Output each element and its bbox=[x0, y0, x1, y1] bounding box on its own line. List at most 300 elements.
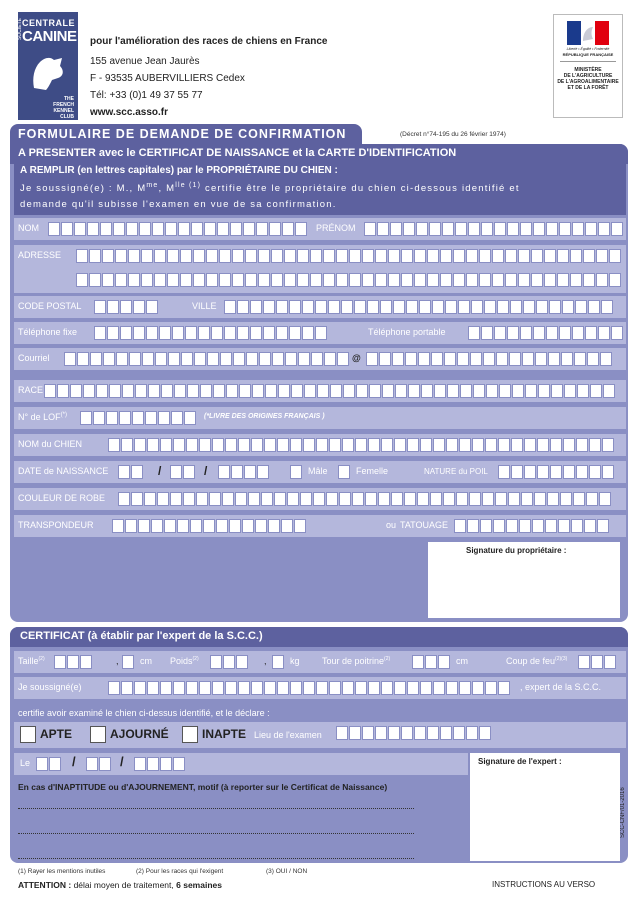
input-poil[interactable] bbox=[498, 465, 615, 479]
char-cell[interactable] bbox=[381, 681, 393, 695]
char-cell[interactable] bbox=[431, 352, 443, 366]
char-cell[interactable] bbox=[64, 352, 76, 366]
char-cell[interactable] bbox=[196, 492, 208, 506]
char-cell[interactable] bbox=[194, 352, 206, 366]
char-cell[interactable] bbox=[263, 300, 275, 314]
char-cell[interactable] bbox=[102, 249, 114, 263]
char-cell[interactable] bbox=[233, 352, 245, 366]
char-cell[interactable] bbox=[533, 222, 545, 236]
char-cell[interactable] bbox=[144, 492, 156, 506]
char-cell[interactable] bbox=[70, 384, 82, 398]
char-cell[interactable] bbox=[454, 519, 466, 533]
char-cell[interactable] bbox=[591, 655, 603, 669]
char-cell[interactable] bbox=[122, 655, 134, 669]
char-cell[interactable] bbox=[362, 249, 374, 263]
char-cell[interactable] bbox=[248, 492, 260, 506]
char-cell[interactable] bbox=[154, 273, 166, 287]
char-cell[interactable] bbox=[118, 465, 130, 479]
char-cell[interactable] bbox=[80, 411, 92, 425]
char-cell[interactable] bbox=[180, 249, 192, 263]
char-cell[interactable] bbox=[518, 249, 530, 263]
char-cell[interactable] bbox=[160, 681, 172, 695]
char-cell[interactable] bbox=[138, 519, 150, 533]
char-cell[interactable] bbox=[434, 384, 446, 398]
char-cell[interactable] bbox=[120, 326, 132, 340]
checkbox-inapte[interactable] bbox=[182, 726, 198, 743]
char-cell[interactable] bbox=[378, 492, 390, 506]
char-cell[interactable] bbox=[339, 492, 351, 506]
char-cell[interactable] bbox=[224, 300, 236, 314]
input-transpondeur[interactable] bbox=[112, 519, 307, 533]
char-cell[interactable] bbox=[394, 681, 406, 695]
char-cell[interactable] bbox=[263, 326, 275, 340]
char-cell[interactable] bbox=[252, 384, 264, 398]
char-cell[interactable] bbox=[602, 438, 614, 452]
char-cell[interactable] bbox=[211, 326, 223, 340]
char-cell[interactable] bbox=[310, 273, 322, 287]
char-cell[interactable] bbox=[128, 249, 140, 263]
input-courriel-domain[interactable] bbox=[366, 352, 613, 366]
char-cell[interactable] bbox=[268, 519, 280, 533]
char-cell[interactable] bbox=[365, 492, 377, 506]
char-cell[interactable] bbox=[570, 249, 582, 263]
char-cell[interactable] bbox=[291, 384, 303, 398]
input-poitrine[interactable] bbox=[412, 655, 451, 669]
char-cell[interactable] bbox=[315, 300, 327, 314]
char-cell[interactable] bbox=[609, 249, 621, 263]
input-taille-int[interactable] bbox=[54, 655, 93, 669]
input-tel-fixe[interactable] bbox=[94, 326, 328, 340]
char-cell[interactable] bbox=[538, 384, 550, 398]
char-cell[interactable] bbox=[313, 492, 325, 506]
char-cell[interactable] bbox=[559, 222, 571, 236]
char-cell[interactable] bbox=[204, 222, 216, 236]
char-cell[interactable] bbox=[116, 352, 128, 366]
char-cell[interactable] bbox=[392, 352, 404, 366]
char-cell[interactable] bbox=[173, 757, 185, 771]
char-cell[interactable] bbox=[102, 273, 114, 287]
char-cell[interactable] bbox=[388, 273, 400, 287]
char-cell[interactable] bbox=[87, 222, 99, 236]
char-cell[interactable] bbox=[74, 222, 86, 236]
input-tel-portable[interactable] bbox=[468, 326, 624, 340]
char-cell[interactable] bbox=[239, 384, 251, 398]
char-cell[interactable] bbox=[219, 273, 231, 287]
char-cell[interactable] bbox=[141, 249, 153, 263]
char-cell[interactable] bbox=[571, 519, 583, 533]
char-cell[interactable] bbox=[259, 352, 271, 366]
char-cell[interactable] bbox=[167, 249, 179, 263]
char-cell[interactable] bbox=[407, 681, 419, 695]
char-cell[interactable] bbox=[510, 300, 522, 314]
char-cell[interactable] bbox=[564, 384, 576, 398]
char-cell[interactable] bbox=[341, 300, 353, 314]
char-cell[interactable] bbox=[401, 273, 413, 287]
char-cell[interactable] bbox=[181, 352, 193, 366]
char-cell[interactable] bbox=[459, 681, 471, 695]
char-cell[interactable] bbox=[180, 273, 192, 287]
expert-signature-box[interactable] bbox=[470, 753, 620, 861]
input-prenom[interactable] bbox=[364, 222, 624, 236]
char-cell[interactable] bbox=[535, 352, 547, 366]
char-cell[interactable] bbox=[184, 411, 196, 425]
input-robe[interactable] bbox=[118, 492, 612, 506]
char-cell[interactable] bbox=[129, 352, 141, 366]
char-cell[interactable] bbox=[519, 519, 531, 533]
char-cell[interactable] bbox=[186, 681, 198, 695]
char-cell[interactable] bbox=[223, 655, 235, 669]
char-cell[interactable] bbox=[151, 519, 163, 533]
char-cell[interactable] bbox=[597, 519, 609, 533]
char-cell[interactable] bbox=[557, 273, 569, 287]
input-exam-mois[interactable] bbox=[86, 757, 112, 771]
char-cell[interactable] bbox=[550, 465, 562, 479]
char-cell[interactable] bbox=[290, 681, 302, 695]
char-cell[interactable] bbox=[316, 681, 328, 695]
char-cell[interactable] bbox=[132, 411, 144, 425]
char-cell[interactable] bbox=[498, 681, 510, 695]
char-cell[interactable] bbox=[494, 222, 506, 236]
char-cell[interactable] bbox=[497, 300, 509, 314]
char-cell[interactable] bbox=[343, 384, 355, 398]
char-cell[interactable] bbox=[310, 249, 322, 263]
char-cell[interactable] bbox=[576, 438, 588, 452]
char-cell[interactable] bbox=[131, 465, 143, 479]
char-cell[interactable] bbox=[534, 492, 546, 506]
input-mois[interactable] bbox=[170, 465, 196, 479]
char-cell[interactable] bbox=[281, 519, 293, 533]
char-cell[interactable] bbox=[161, 384, 173, 398]
char-cell[interactable] bbox=[212, 681, 224, 695]
char-cell[interactable] bbox=[300, 492, 312, 506]
char-cell[interactable] bbox=[86, 757, 98, 771]
char-cell[interactable] bbox=[511, 465, 523, 479]
char-cell[interactable] bbox=[570, 273, 582, 287]
char-cell[interactable] bbox=[388, 726, 400, 740]
char-cell[interactable] bbox=[198, 326, 210, 340]
char-cell[interactable] bbox=[473, 384, 485, 398]
char-cell[interactable] bbox=[89, 273, 101, 287]
char-cell[interactable] bbox=[425, 655, 437, 669]
char-cell[interactable] bbox=[364, 222, 376, 236]
char-cell[interactable] bbox=[237, 326, 249, 340]
char-cell[interactable] bbox=[499, 384, 511, 398]
char-cell[interactable] bbox=[220, 352, 232, 366]
char-cell[interactable] bbox=[155, 352, 167, 366]
char-cell[interactable] bbox=[601, 300, 613, 314]
char-cell[interactable] bbox=[199, 438, 211, 452]
char-cell[interactable] bbox=[174, 384, 186, 398]
input-code-postal[interactable] bbox=[94, 300, 159, 314]
char-cell[interactable] bbox=[106, 411, 118, 425]
char-cell[interactable] bbox=[145, 411, 157, 425]
char-cell[interactable] bbox=[548, 352, 560, 366]
char-cell[interactable] bbox=[277, 438, 289, 452]
char-cell[interactable] bbox=[493, 519, 505, 533]
char-cell[interactable] bbox=[304, 384, 316, 398]
char-cell[interactable] bbox=[445, 300, 457, 314]
char-cell[interactable] bbox=[414, 273, 426, 287]
char-cell[interactable] bbox=[485, 438, 497, 452]
char-cell[interactable] bbox=[512, 384, 524, 398]
char-cell[interactable] bbox=[456, 492, 468, 506]
char-cell[interactable] bbox=[336, 249, 348, 263]
char-cell[interactable] bbox=[264, 438, 276, 452]
char-cell[interactable] bbox=[468, 326, 480, 340]
char-cell[interactable] bbox=[480, 519, 492, 533]
input-tatouage[interactable] bbox=[454, 519, 610, 533]
char-cell[interactable] bbox=[207, 352, 219, 366]
char-cell[interactable] bbox=[251, 681, 263, 695]
char-cell[interactable] bbox=[479, 249, 491, 263]
char-cell[interactable] bbox=[573, 492, 585, 506]
char-cell[interactable] bbox=[498, 465, 510, 479]
input-nom[interactable] bbox=[48, 222, 308, 236]
input-adresse-2[interactable] bbox=[76, 273, 622, 287]
char-cell[interactable] bbox=[369, 384, 381, 398]
char-cell[interactable] bbox=[575, 300, 587, 314]
char-cell[interactable] bbox=[547, 492, 559, 506]
char-cell[interactable] bbox=[588, 300, 600, 314]
char-cell[interactable] bbox=[120, 300, 132, 314]
char-cell[interactable] bbox=[173, 681, 185, 695]
char-cell[interactable] bbox=[193, 273, 205, 287]
char-cell[interactable] bbox=[466, 249, 478, 263]
char-cell[interactable] bbox=[368, 438, 380, 452]
char-cell[interactable] bbox=[133, 300, 145, 314]
char-cell[interactable] bbox=[160, 757, 172, 771]
char-cell[interactable] bbox=[90, 352, 102, 366]
char-cell[interactable] bbox=[76, 249, 88, 263]
char-cell[interactable] bbox=[146, 300, 158, 314]
char-cell[interactable] bbox=[352, 492, 364, 506]
char-cell[interactable] bbox=[203, 519, 215, 533]
char-cell[interactable] bbox=[251, 438, 263, 452]
char-cell[interactable] bbox=[381, 438, 393, 452]
char-cell[interactable] bbox=[218, 465, 230, 479]
char-cell[interactable] bbox=[479, 273, 491, 287]
char-cell[interactable] bbox=[406, 300, 418, 314]
char-cell[interactable] bbox=[440, 273, 452, 287]
char-cell[interactable] bbox=[61, 222, 73, 236]
char-cell[interactable] bbox=[394, 438, 406, 452]
char-cell[interactable] bbox=[232, 249, 244, 263]
char-cell[interactable] bbox=[433, 438, 445, 452]
char-cell[interactable] bbox=[584, 519, 596, 533]
char-cell[interactable] bbox=[297, 249, 309, 263]
input-courriel-user[interactable] bbox=[64, 352, 350, 366]
char-cell[interactable] bbox=[170, 465, 182, 479]
char-cell[interactable] bbox=[165, 222, 177, 236]
char-cell[interactable] bbox=[521, 492, 533, 506]
char-cell[interactable] bbox=[466, 273, 478, 287]
char-cell[interactable] bbox=[148, 384, 160, 398]
char-cell[interactable] bbox=[274, 492, 286, 506]
char-cell[interactable] bbox=[479, 726, 491, 740]
char-cell[interactable] bbox=[420, 681, 432, 695]
char-cell[interactable] bbox=[278, 384, 290, 398]
char-cell[interactable] bbox=[587, 352, 599, 366]
input-exam-annee[interactable] bbox=[134, 757, 186, 771]
char-cell[interactable] bbox=[368, 681, 380, 695]
char-cell[interactable] bbox=[586, 492, 598, 506]
char-cell[interactable] bbox=[290, 465, 302, 479]
char-cell[interactable] bbox=[523, 300, 535, 314]
char-cell[interactable] bbox=[544, 273, 556, 287]
char-cell[interactable] bbox=[546, 222, 558, 236]
char-cell[interactable] bbox=[329, 438, 341, 452]
char-cell[interactable] bbox=[446, 681, 458, 695]
checkbox-apte[interactable] bbox=[20, 726, 36, 743]
char-cell[interactable] bbox=[271, 273, 283, 287]
char-cell[interactable] bbox=[294, 519, 306, 533]
char-cell[interactable] bbox=[190, 519, 202, 533]
char-cell[interactable] bbox=[158, 411, 170, 425]
char-cell[interactable] bbox=[362, 726, 374, 740]
char-cell[interactable] bbox=[276, 326, 288, 340]
char-cell[interactable] bbox=[272, 352, 284, 366]
char-cell[interactable] bbox=[532, 519, 544, 533]
char-cell[interactable] bbox=[583, 273, 595, 287]
char-cell[interactable] bbox=[585, 222, 597, 236]
char-cell[interactable] bbox=[483, 352, 495, 366]
char-cell[interactable] bbox=[112, 519, 124, 533]
char-cell[interactable] bbox=[531, 273, 543, 287]
char-cell[interactable] bbox=[427, 726, 439, 740]
char-cell[interactable] bbox=[470, 352, 482, 366]
char-cell[interactable] bbox=[524, 438, 536, 452]
char-cell[interactable] bbox=[93, 411, 105, 425]
char-cell[interactable] bbox=[469, 492, 481, 506]
char-cell[interactable] bbox=[443, 492, 455, 506]
char-cell[interactable] bbox=[349, 273, 361, 287]
char-cell[interactable] bbox=[237, 300, 249, 314]
char-cell[interactable] bbox=[375, 273, 387, 287]
char-cell[interactable] bbox=[244, 465, 256, 479]
char-cell[interactable] bbox=[600, 352, 612, 366]
char-cell[interactable] bbox=[356, 384, 368, 398]
char-cell[interactable] bbox=[134, 757, 146, 771]
char-cell[interactable] bbox=[522, 352, 534, 366]
char-cell[interactable] bbox=[563, 465, 575, 479]
input-poids-int[interactable] bbox=[210, 655, 249, 669]
char-cell[interactable] bbox=[226, 384, 238, 398]
char-cell[interactable] bbox=[183, 492, 195, 506]
char-cell[interactable] bbox=[492, 273, 504, 287]
char-cell[interactable] bbox=[141, 273, 153, 287]
char-cell[interactable] bbox=[382, 384, 394, 398]
char-cell[interactable] bbox=[468, 222, 480, 236]
char-cell[interactable] bbox=[506, 519, 518, 533]
char-cell[interactable] bbox=[157, 492, 169, 506]
char-cell[interactable] bbox=[511, 438, 523, 452]
char-cell[interactable] bbox=[186, 438, 198, 452]
char-cell[interactable] bbox=[557, 249, 569, 263]
input-race[interactable] bbox=[44, 384, 616, 398]
checkbox-ajourne[interactable] bbox=[90, 726, 106, 743]
char-cell[interactable] bbox=[212, 438, 224, 452]
char-cell[interactable] bbox=[152, 222, 164, 236]
char-cell[interactable] bbox=[598, 326, 610, 340]
char-cell[interactable] bbox=[447, 384, 459, 398]
char-cell[interactable] bbox=[271, 249, 283, 263]
char-cell[interactable] bbox=[256, 222, 268, 236]
char-cell[interactable] bbox=[242, 519, 254, 533]
char-cell[interactable] bbox=[264, 681, 276, 695]
char-cell[interactable] bbox=[206, 273, 218, 287]
char-cell[interactable] bbox=[507, 222, 519, 236]
char-cell[interactable] bbox=[416, 222, 428, 236]
char-cell[interactable] bbox=[284, 273, 296, 287]
char-cell[interactable] bbox=[231, 465, 243, 479]
input-ville[interactable] bbox=[224, 300, 614, 314]
char-cell[interactable] bbox=[316, 438, 328, 452]
char-cell[interactable] bbox=[524, 465, 536, 479]
char-cell[interactable] bbox=[225, 438, 237, 452]
char-cell[interactable] bbox=[481, 326, 493, 340]
motif-line-3[interactable] bbox=[18, 858, 414, 859]
char-cell[interactable] bbox=[199, 681, 211, 695]
input-adresse-1[interactable] bbox=[76, 249, 622, 263]
char-cell[interactable] bbox=[236, 655, 248, 669]
char-cell[interactable] bbox=[562, 300, 574, 314]
char-cell[interactable] bbox=[336, 273, 348, 287]
char-cell[interactable] bbox=[355, 438, 367, 452]
char-cell[interactable] bbox=[135, 384, 147, 398]
char-cell[interactable] bbox=[295, 222, 307, 236]
char-cell[interactable] bbox=[206, 249, 218, 263]
char-cell[interactable] bbox=[328, 300, 340, 314]
char-cell[interactable] bbox=[484, 300, 496, 314]
char-cell[interactable] bbox=[289, 326, 301, 340]
char-cell[interactable] bbox=[159, 326, 171, 340]
char-cell[interactable] bbox=[611, 326, 623, 340]
char-cell[interactable] bbox=[193, 249, 205, 263]
char-cell[interactable] bbox=[230, 222, 242, 236]
char-cell[interactable] bbox=[520, 222, 532, 236]
char-cell[interactable] bbox=[611, 222, 623, 236]
char-cell[interactable] bbox=[94, 300, 106, 314]
char-cell[interactable] bbox=[421, 384, 433, 398]
char-cell[interactable] bbox=[486, 384, 498, 398]
char-cell[interactable] bbox=[414, 249, 426, 263]
char-cell[interactable] bbox=[235, 492, 247, 506]
char-cell[interactable] bbox=[466, 726, 478, 740]
char-cell[interactable] bbox=[261, 492, 273, 506]
char-cell[interactable] bbox=[250, 300, 262, 314]
char-cell[interactable] bbox=[545, 519, 557, 533]
char-cell[interactable] bbox=[83, 384, 95, 398]
char-cell[interactable] bbox=[354, 300, 366, 314]
char-cell[interactable] bbox=[147, 757, 159, 771]
char-cell[interactable] bbox=[589, 438, 601, 452]
char-cell[interactable] bbox=[520, 326, 532, 340]
char-cell[interactable] bbox=[482, 492, 494, 506]
char-cell[interactable] bbox=[324, 352, 336, 366]
char-cell[interactable] bbox=[167, 273, 179, 287]
char-cell[interactable] bbox=[508, 492, 520, 506]
char-cell[interactable] bbox=[342, 681, 354, 695]
checkbox-femelle[interactable] bbox=[338, 465, 351, 479]
input-taille-dec[interactable] bbox=[122, 655, 135, 669]
char-cell[interactable] bbox=[349, 726, 361, 740]
char-cell[interactable] bbox=[419, 300, 431, 314]
char-cell[interactable] bbox=[272, 655, 284, 669]
char-cell[interactable] bbox=[430, 492, 442, 506]
char-cell[interactable] bbox=[277, 681, 289, 695]
checkbox-male[interactable] bbox=[290, 465, 303, 479]
char-cell[interactable] bbox=[49, 757, 61, 771]
